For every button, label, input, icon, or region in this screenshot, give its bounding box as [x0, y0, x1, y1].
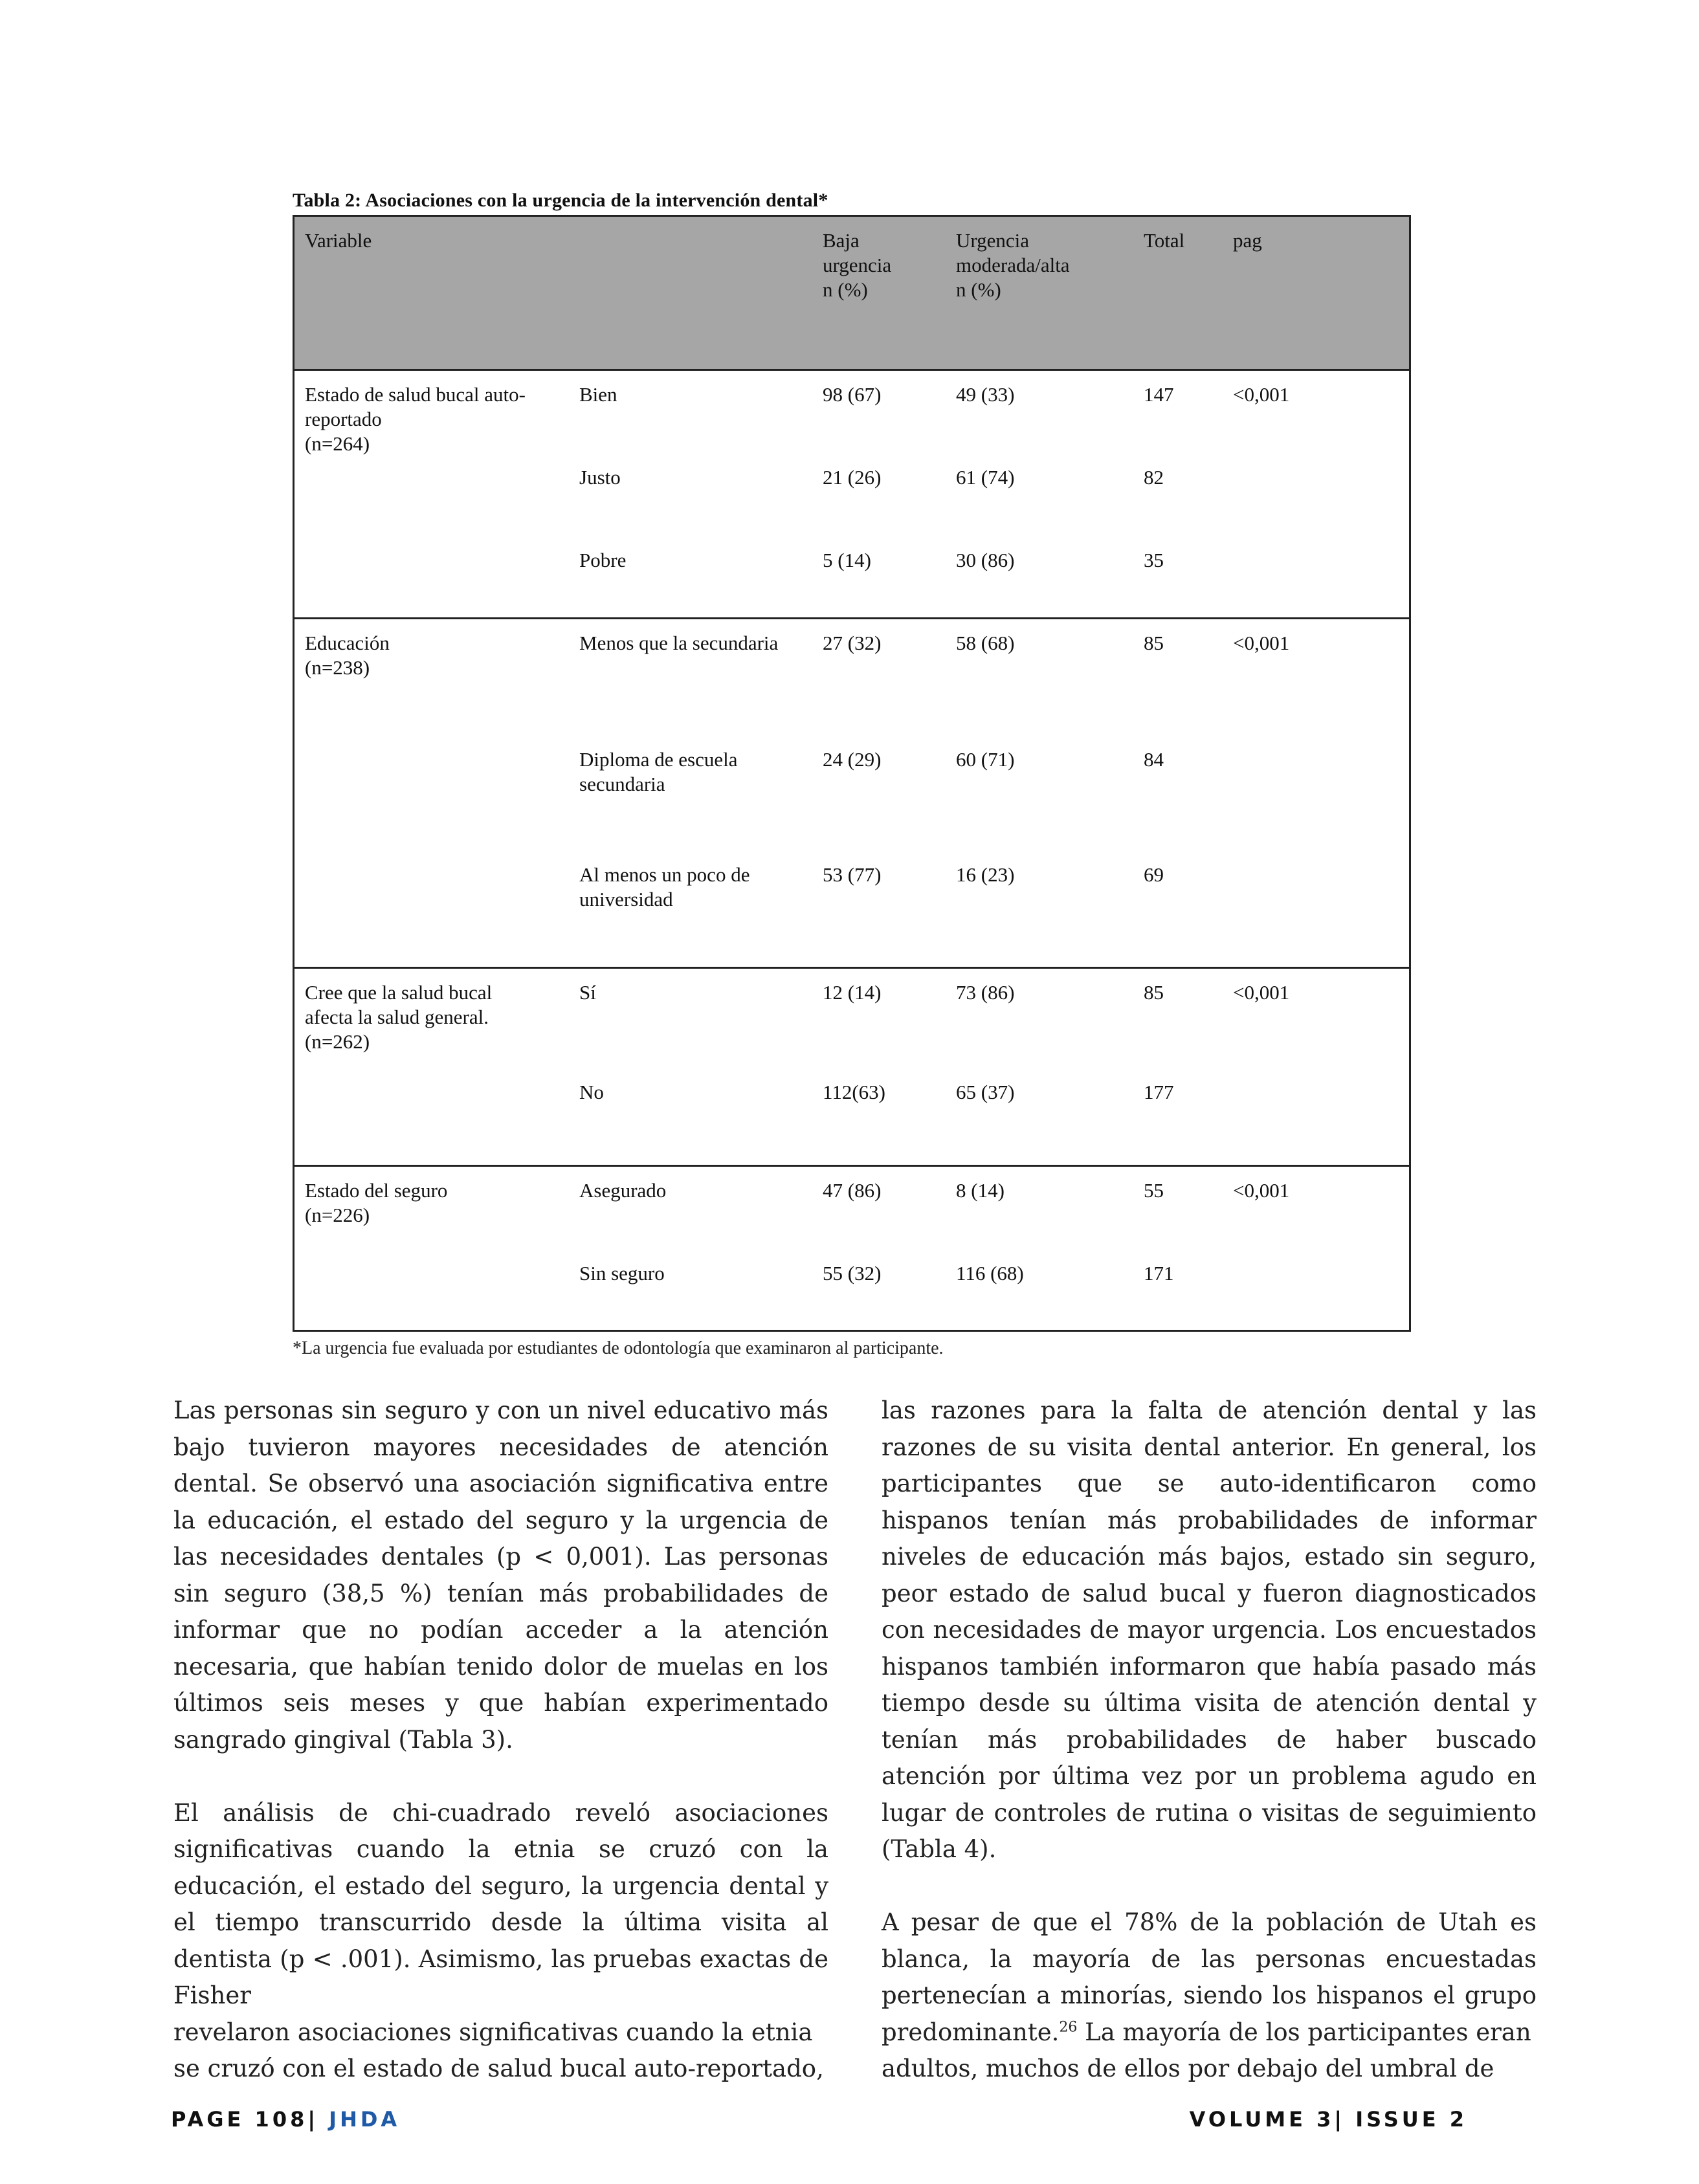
table-header	[294, 217, 1409, 371]
row-low: 55 (32)	[823, 1262, 882, 1285]
header-total: Total	[1144, 229, 1185, 252]
group-oral-health	[294, 371, 1409, 619]
row-total: 69	[1144, 863, 1164, 886]
group-p-value: <0,001	[1233, 1179, 1290, 1202]
paragraph: El análisis de chi-cuadrado reveló asociaciones significativas cuando la etnia se cruzó con la educación, el estado del seguro, la urgencia dental y el tiempo transcurrido desde la última visita al dentista (p < .001). Asimismo, las pruebas exactas de Fisher	[173, 1798, 828, 2009]
row-low: 53 (77)	[823, 863, 882, 886]
paragraph: Las personas sin seguro y con un nivel educativo más bajo tuvieron mayores necesidades de atención dental. Se observó una asociación significativa entre la educación, el estado del seguro y la urgencia de las necesidades dentales (p < 0,001). Las personas sin seguro (38,5 %) tenían más probabilidades de informar que no podían acceder a la atención necesaria, que habían tenido dolor de muelas en los últimos seis meses y que habían experimentado sangrado gingival (Tabla 3).	[173, 1396, 828, 1754]
text-line: se cruzó con el estado de salud bucal auto-reportado,	[173, 2055, 824, 2082]
header-low-urgency: Baja urgencia n (%)	[823, 229, 892, 301]
row-low: 27 (32)	[823, 632, 882, 654]
text-line: adultos, muchos de ellos por debajo del umbral de	[882, 2055, 1494, 2082]
header-variable: Variable	[305, 229, 372, 252]
table-footnote: *La urgencia fue evaluada por estudiantes de odontología que examinaron al participante.	[293, 1338, 944, 1358]
row-category: Al menos un poco de universidad	[579, 863, 750, 910]
row-total: 55	[1144, 1179, 1164, 1202]
footer-volume: VOLUME 3| ISSUE 2	[1189, 2107, 1467, 2132]
row-low: 24 (29)	[823, 748, 882, 771]
row-category: Justo	[579, 466, 621, 489]
footer-page	[171, 2107, 400, 2132]
row-high: 16 (23)	[956, 863, 1015, 886]
row-category: Asegurado	[579, 1179, 667, 1202]
row-high: 60 (71)	[956, 748, 1015, 771]
group-label: Educación (n=238)	[305, 632, 390, 679]
group-label: Cree que la salud bucal afecta la salud general. (n=262)	[305, 981, 493, 1053]
row-total: 85	[1144, 632, 1164, 654]
row-category: Menos que la secundaria	[579, 632, 779, 654]
row-category: Bien	[579, 383, 617, 406]
row-total: 171	[1144, 1262, 1174, 1285]
table-caption: Tabla 2: Asociaciones con la urgencia de la intervención dental*	[293, 190, 828, 211]
header-high-urgency: Urgencia moderada/alta n (%)	[956, 229, 1070, 301]
row-category: Diploma de escuela secundaria	[579, 748, 738, 795]
row-high: 65 (37)	[956, 1081, 1015, 1103]
row-high: 61 (74)	[956, 466, 1015, 489]
row-high: 49 (33)	[956, 383, 1015, 406]
group-p-value: <0,001	[1233, 632, 1290, 654]
group-belief	[294, 969, 1409, 1167]
paragraph: A pesar de que el 78% de la población de Utah es blanca, la mayoría de las personas encuestadas pertenecían a minorías, siendo los hispanos el grupo predominante.$^{26}$ La mayoría de los participantes eran	[882, 1908, 1537, 2046]
header-p-value: pag	[1233, 229, 1262, 252]
row-high: 8 (14)	[956, 1179, 1005, 1202]
journal-name: JHDA	[329, 2107, 401, 2132]
paragraph: las razones para la falta de atención dental y las razones de su visita dental anterior. En general, los participantes que se auto-identificaron como hispanos tenían más probabilidades de informar niveles de educación más bajos, estado sin seguro, peor estado de salud bucal y fueron diagnosticados con necesidades de mayor urgencia. Los encuestados hispanos también informaron que había pasado más tiempo desde su última visita de atención dental y tenían más probabilidades de haber buscado atención por última vez por un problema agudo en lugar de controles de rutina o visitas de seguimiento (Tabla 4).	[882, 1396, 1537, 1863]
data-table	[293, 215, 1411, 1332]
row-category: No	[579, 1081, 604, 1103]
row-total: 35	[1144, 549, 1164, 571]
row-low: 12 (14)	[823, 981, 882, 1004]
group-label: Estado de salud bucal auto- reportado (n=264)	[305, 383, 526, 455]
group-education	[294, 619, 1409, 969]
row-high: 73 (86)	[956, 981, 1015, 1004]
row-high: 58 (68)	[956, 632, 1015, 654]
row-category: Sí	[579, 981, 596, 1004]
group-p-value: <0,001	[1233, 981, 1290, 1004]
text-line: revelaron asociaciones significativas cuando la etnia	[173, 2018, 813, 2046]
group-insurance	[294, 1167, 1409, 1330]
right-column	[882, 1393, 1537, 2088]
left-column	[173, 1393, 828, 2088]
row-low: 98 (67)	[823, 383, 882, 406]
group-p-value: <0,001	[1233, 383, 1290, 406]
row-total: 147	[1144, 383, 1174, 406]
group-label: Estado del seguro (n=226)	[305, 1179, 448, 1226]
row-low: 112(63)	[823, 1081, 885, 1103]
row-total: 84	[1144, 748, 1164, 771]
row-high: 116 (68)	[956, 1262, 1024, 1285]
row-category: Pobre	[579, 549, 627, 571]
row-category: Sin seguro	[579, 1262, 665, 1285]
row-total: 177	[1144, 1081, 1174, 1103]
row-low: 5 (14)	[823, 549, 871, 571]
row-total: 82	[1144, 466, 1164, 489]
row-low: 21 (26)	[823, 466, 882, 489]
row-high: 30 (86)	[956, 549, 1015, 571]
row-low: 47 (86)	[823, 1179, 882, 1202]
row-total: 85	[1144, 981, 1164, 1004]
citation-superscript: 26	[1059, 2019, 1078, 2036]
page-label: PAGE 108|	[171, 2107, 319, 2132]
